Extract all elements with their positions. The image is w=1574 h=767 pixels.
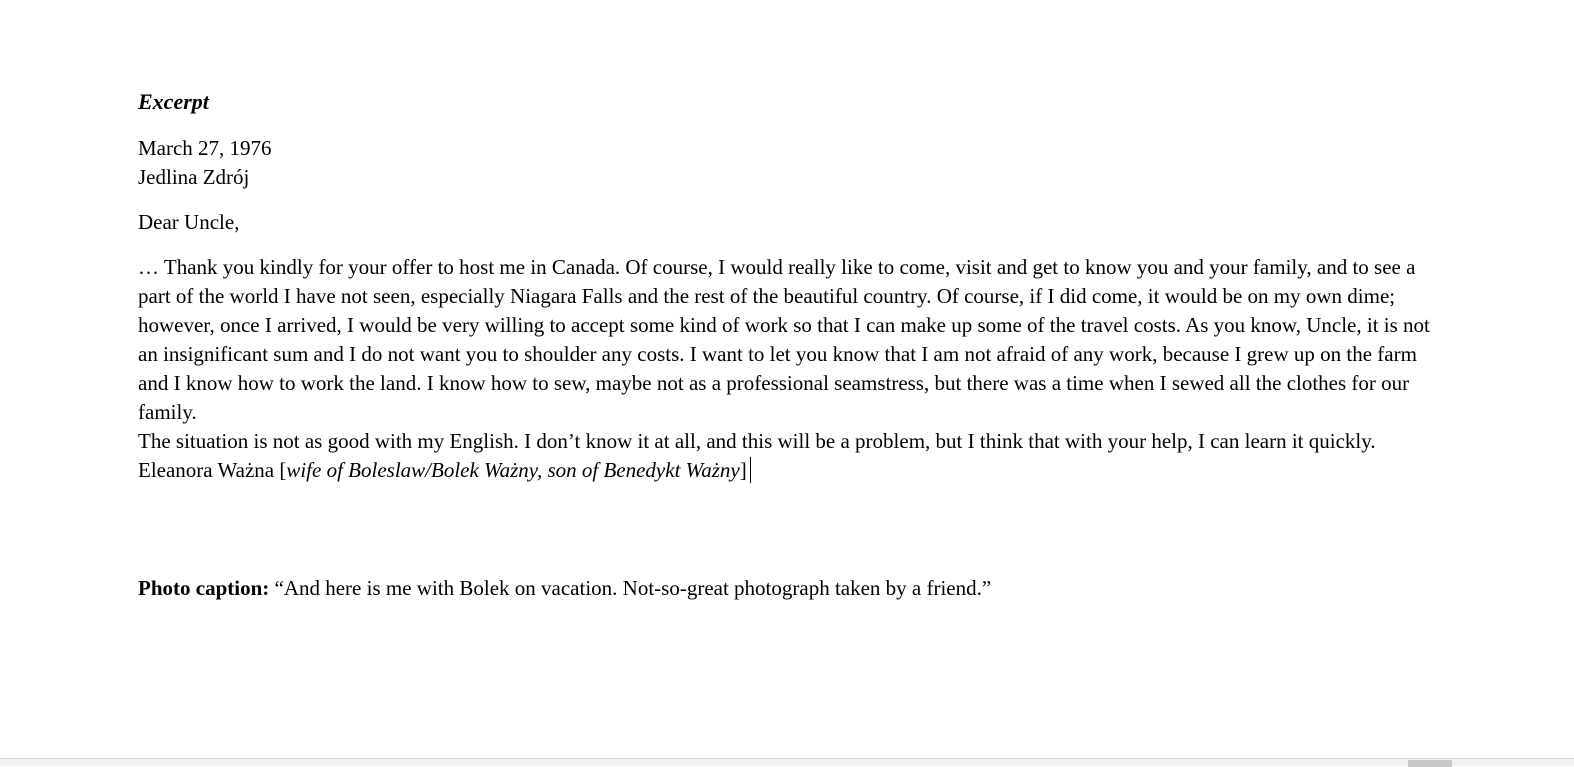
letter-paragraph-2: The situation is not as good with my English. I don’t know it at all, and this will be a problem, but I think that with your help, I can learn it quickly.: [138, 429, 1376, 453]
photo-caption: [138, 574, 1438, 603]
letter-paragraph-1: … Thank you kindly for your offer to host me in Canada. Of course, I would really like to come, visit and get to know you and your family, and to see a part of the world I have not seen, especially Niagara Falls and the rest of the beautiful country. Of course, if I did come, it would be on my own dime; however, once I arrived, I would be very willing to accept some kind of work so that I can make up some of the travel costs. As you know, Uncle, it is not an insignificant sum and I do not want you to shoulder any costs. I want to let you know that I am not afraid of any work, because I grew up on the farm and I know how to work the land. I know how to sew, maybe not as a professional seamstress, but there was a time when I sewed all the clothes for our family.: [138, 255, 1430, 424]
signature-line: [138, 456, 1438, 485]
photo-caption-text: “And here is me with Bolek on vacation. Not-so-great photograph taken by a friend.”: [269, 576, 992, 600]
excerpt-heading: Excerpt: [138, 89, 209, 114]
letter-body: [138, 253, 1438, 485]
date-place-block: [138, 134, 1438, 192]
letter-date: March 27, 1976: [138, 136, 272, 160]
horizontal-scrollbar[interactable]: [0, 758, 1574, 766]
photo-caption-label: Photo caption:: [138, 576, 270, 600]
signature-close: ]: [739, 458, 747, 482]
signature-name: Eleanora Ważna [: [138, 458, 287, 482]
signature-note: wife of Boleslaw/Bolek Ważny, son of Benedykt Ważny: [286, 458, 740, 482]
document-body[interactable]: [138, 86, 1438, 485]
letter-place: Jedlina Zdrój: [138, 165, 250, 189]
text-cursor: [750, 457, 751, 483]
salutation: Dear Uncle,: [138, 210, 240, 234]
